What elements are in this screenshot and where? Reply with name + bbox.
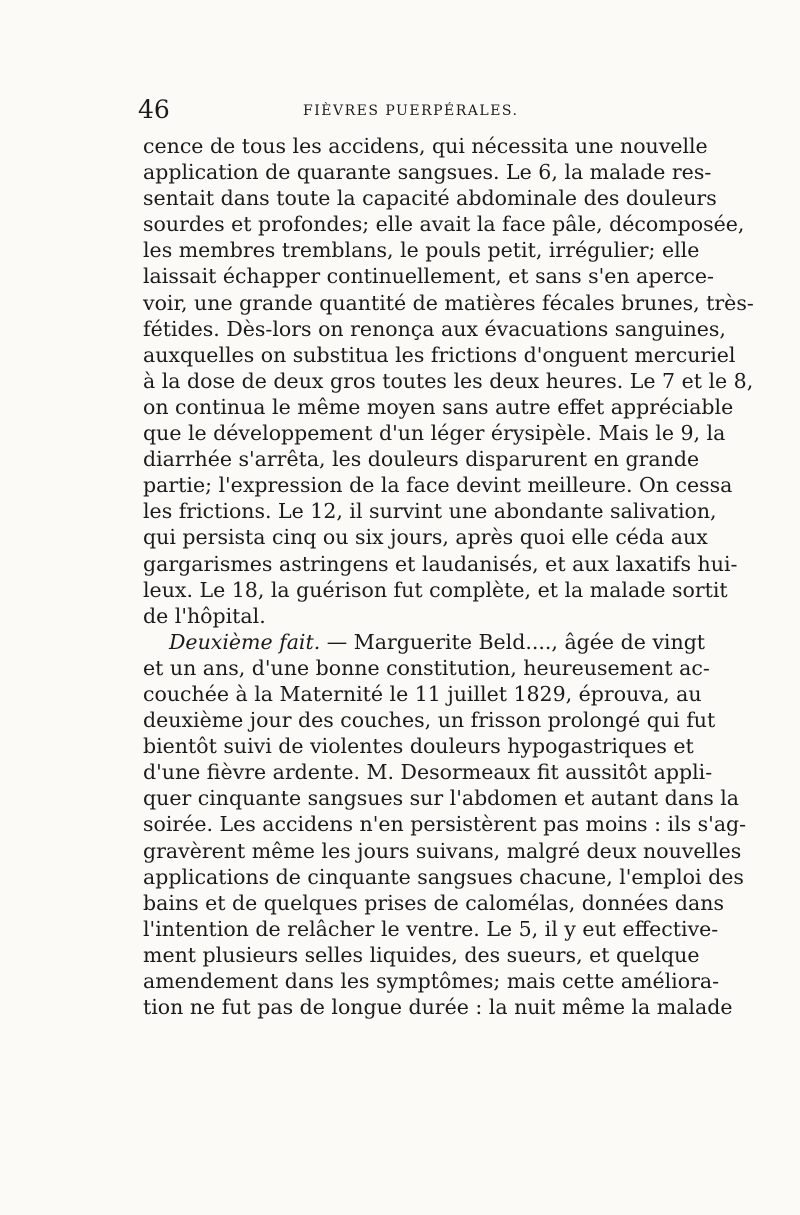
text-line: les membres tremblans, le pouls petit, irrégulier; elle — [143, 238, 700, 263]
text-line: on continua le même moyen sans autre effet appréciable — [143, 394, 734, 419]
text-line: les frictions. Le 12, il survint une abondante salivation, — [143, 499, 717, 524]
text-line: tion ne fut pas de longue durée : la nuit même la malade — [143, 995, 733, 1020]
text-line: ment plusieurs selles liquides, des sueurs, et quelque — [143, 942, 700, 967]
text-fragment: — Marguerite Beld...., âgée de vingt — [320, 629, 706, 654]
text-line: l'intention de relâcher le ventre. Le 5, il y eut effective- — [143, 916, 719, 941]
text-line: partie; l'expression de la face devint meilleure. On cessa — [143, 473, 733, 498]
text-line: bains et de quelques prises de calomélas, données dans — [143, 890, 724, 915]
text-line: gargarismes astringens et laudanisés, et aux laxatifs hui- — [143, 551, 738, 576]
text-line: que le développement d'un léger érysipèle. Mais le 9, la — [143, 421, 726, 446]
text-line: application de quarante sangsues. Le 6, la malade res- — [143, 160, 712, 185]
text-line: quer cinquante sangsues sur l'abdomen et autant dans la — [143, 786, 740, 811]
case-heading: Deuxième fait. — [169, 629, 321, 654]
text-line: voir, une grande quantité de matières fécales brunes, très- — [143, 290, 754, 315]
body-text — [143, 133, 754, 1020]
text-line: et un ans, d'une bonne constitution, heureusement ac- — [143, 655, 710, 680]
text-line: bientôt suivi de violentes douleurs hypogastriques et — [143, 734, 694, 759]
text-line: diarrhée s'arrêta, les douleurs disparurent en grande — [143, 447, 700, 472]
text-line: auxquelles on substitua les frictions d'onguent mercuriel — [143, 342, 736, 367]
text-line: sourdes et profondes; elle avait la face pâle, décomposée, — [143, 212, 745, 237]
text-line: gravèrent même les jours suivans, malgré deux nouvelles — [143, 838, 742, 863]
text-line: d'une fièvre ardente. M. Desormeaux fit aussitôt appli- — [143, 760, 713, 785]
running-head — [138, 95, 678, 125]
text-line: applications de cinquante sangsues chacune, l'emploi des — [143, 864, 744, 889]
text-line: sentait dans toute la capacité abdominale des douleurs — [143, 186, 717, 211]
text-line: amendement dans les symptômes; mais cette améliora- — [143, 969, 720, 993]
text-line: leux. Le 18, la guérison fut complète, et la malade sortit — [143, 577, 728, 602]
text-line: de l'hôpital. — [143, 603, 266, 628]
text-line: à la dose de deux gros toutes les deux heures. Le 7 et le 8, — [143, 368, 754, 393]
text-line: soirée. Les accidens n'en persistèrent pas moins : ils s'ag- — [143, 812, 747, 837]
text-line: cence de tous les accidens, qui nécessita une nouvelle — [143, 134, 708, 158]
page-number: 46 — [138, 95, 170, 124]
text-line: couchée à la Maternité le 11 juillet 1829, éprouva, au — [143, 681, 702, 706]
text-line: fétides. Dès-lors on renonça aux évacuations sanguines, — [143, 316, 726, 341]
text-line: qui persista cinq ou six jours, après quoi elle céda aux — [143, 525, 708, 550]
running-title: FIÈVRES PUERPÉRALES. — [303, 103, 519, 119]
text-line: laissait échapper continuellement, et sans s'en aperce- — [143, 264, 714, 289]
text-line: deuxième jour des couches, un frisson prolongé qui fut — [143, 708, 716, 733]
paragraph-lead-line — [143, 629, 706, 655]
